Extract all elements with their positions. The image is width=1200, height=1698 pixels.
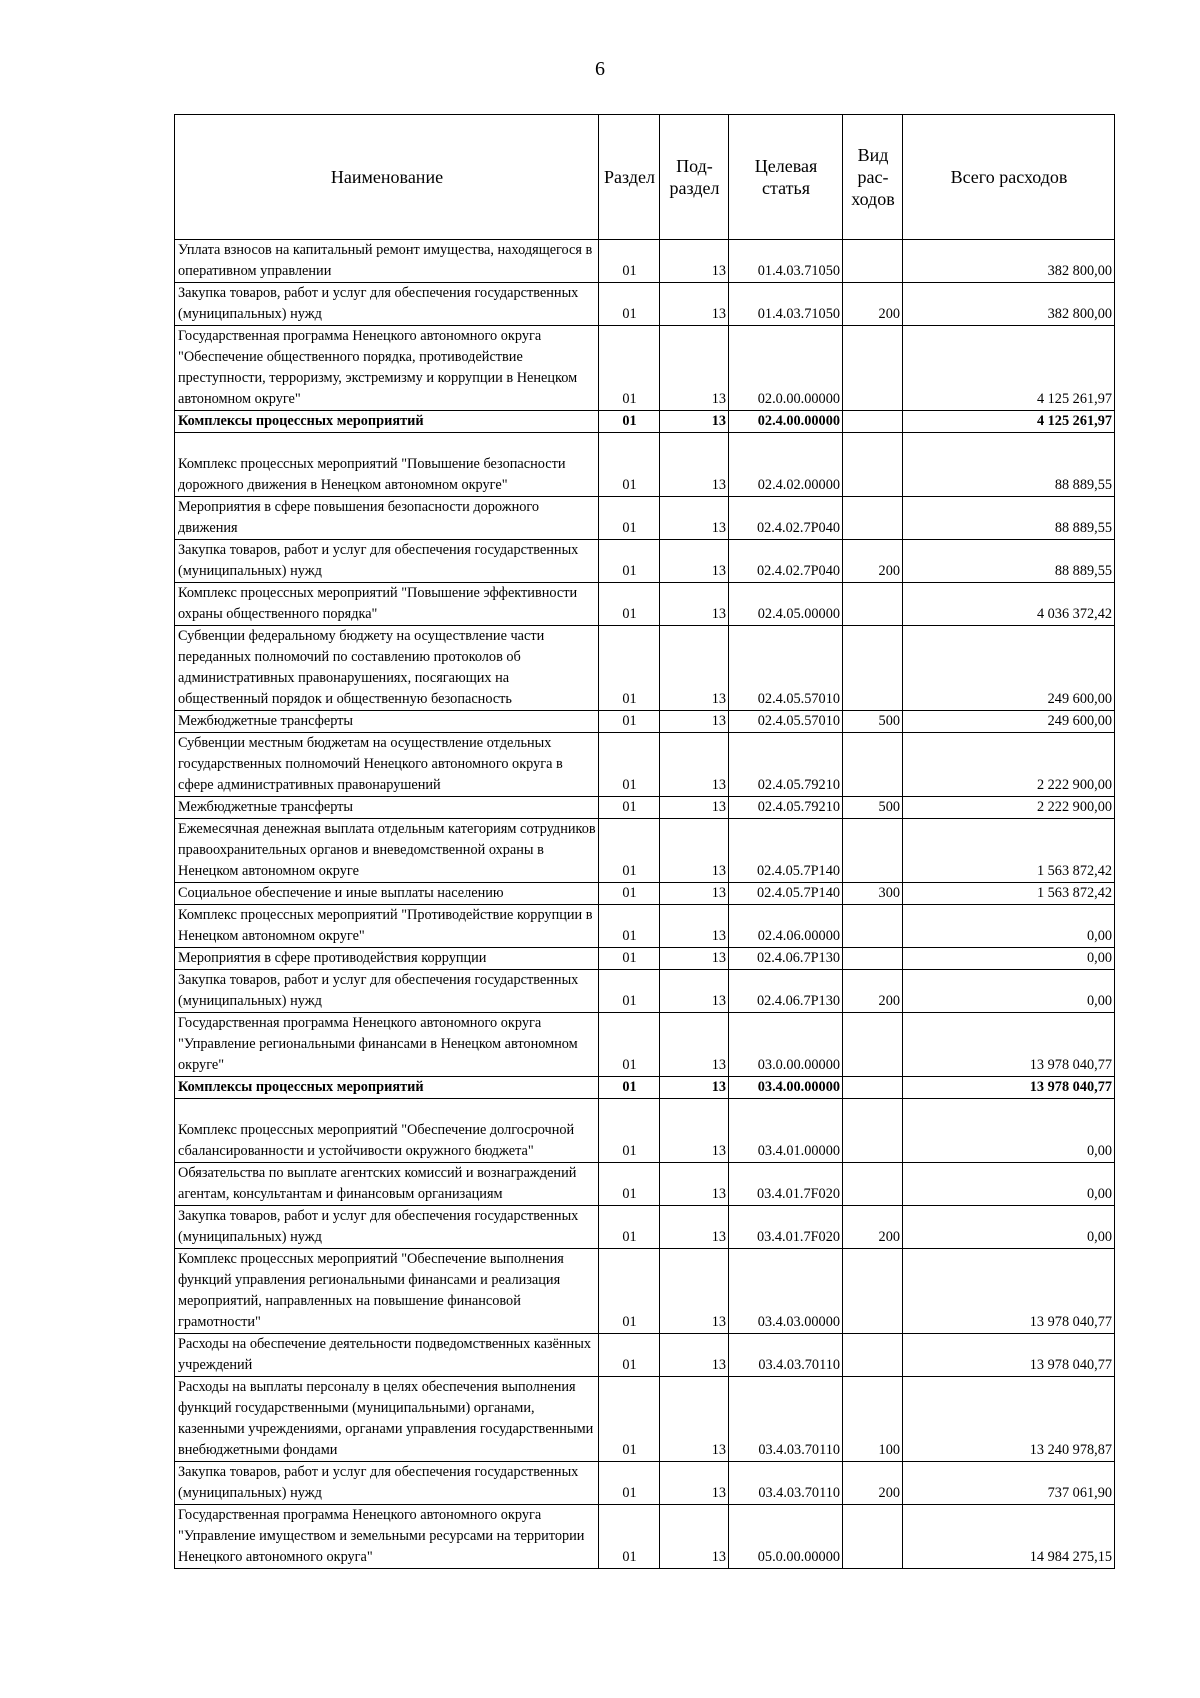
- row-subsection: 13: [660, 1163, 729, 1206]
- row-section: 01: [599, 733, 660, 797]
- row-section: 01: [599, 497, 660, 540]
- row-type: [843, 1249, 903, 1334]
- row-subsection: 13: [660, 1334, 729, 1377]
- row-subsection: 13: [660, 819, 729, 883]
- table-row: [175, 497, 1115, 540]
- table-row: [175, 240, 1115, 283]
- table-row: [175, 1462, 1115, 1505]
- table-row: [175, 1099, 1115, 1163]
- table-row: [175, 711, 1115, 733]
- row-type: 200: [843, 283, 903, 326]
- row-name: Социальное обеспечение и иные выплаты населению: [175, 883, 599, 905]
- row-section: 01: [599, 797, 660, 819]
- row-target: 03.4.03.70110: [729, 1334, 843, 1377]
- row-type: 100: [843, 1377, 903, 1462]
- row-total: 14 984 275,15: [903, 1505, 1115, 1569]
- row-total: 13 978 040,77: [903, 1334, 1115, 1377]
- row-target: 03.0.00.00000: [729, 1013, 843, 1077]
- row-type: [843, 1077, 903, 1099]
- row-type: [843, 497, 903, 540]
- row-type: [843, 1099, 903, 1163]
- row-type: 500: [843, 797, 903, 819]
- row-name: Расходы на обеспечение деятельности подведомственных казённых учреждений: [175, 1334, 599, 1377]
- row-target: 02.0.00.00000: [729, 326, 843, 411]
- row-subsection: 13: [660, 797, 729, 819]
- row-name: Обязательства по выплате агентских комиссий и вознаграждений агентам, консультантам и финансовым организациям: [175, 1163, 599, 1206]
- row-subsection: 13: [660, 1249, 729, 1334]
- row-total: 0,00: [903, 1163, 1115, 1206]
- table-row: [175, 797, 1115, 819]
- row-target: 05.0.00.00000: [729, 1505, 843, 1569]
- row-type: [843, 1013, 903, 1077]
- row-name: Государственная программа Ненецкого автономного округа "Обеспечение общественного порядка, противодействие преступности, терроризму, экстремизму и коррупции в Ненецком автономном округе": [175, 326, 599, 411]
- row-name: Закупка товаров, работ и услуг для обеспечения государственных (муниципальных) нужд: [175, 970, 599, 1013]
- row-name: Комплекс процессных мероприятий "Обеспечение долгосрочной сбалансированности и устойчивости окружного бюджета": [175, 1099, 599, 1163]
- row-section: 01: [599, 240, 660, 283]
- row-target: 02.4.05.57010: [729, 626, 843, 711]
- row-section: 01: [599, 1099, 660, 1163]
- row-subsection: 13: [660, 970, 729, 1013]
- row-total: 0,00: [903, 1099, 1115, 1163]
- row-section: 01: [599, 583, 660, 626]
- row-total: 0,00: [903, 948, 1115, 970]
- header-total: Всего расходов: [903, 115, 1115, 240]
- row-subsection: 13: [660, 711, 729, 733]
- row-target: 03.4.00.00000: [729, 1077, 843, 1099]
- table-body: [175, 240, 1115, 1569]
- table-row: [175, 283, 1115, 326]
- row-total: 1 563 872,42: [903, 883, 1115, 905]
- row-section: 01: [599, 540, 660, 583]
- row-type: 200: [843, 970, 903, 1013]
- row-name: Государственная программа Ненецкого автономного округа "Управление региональными финансами в Ненецком автономном округе": [175, 1013, 599, 1077]
- row-target: 03.4.01.7F020: [729, 1163, 843, 1206]
- table-row: [175, 948, 1115, 970]
- row-name: Субвенции федеральному бюджету на осуществление части переданных полномочий по составлению протоколов об административных правонарушениях, посягающих на общественный порядок и общественную безопасность: [175, 626, 599, 711]
- table-row: [175, 411, 1115, 433]
- row-name: Комплекс процессных мероприятий "Противодействие коррупции в Ненецком автономном округе": [175, 905, 599, 948]
- row-total: 382 800,00: [903, 240, 1115, 283]
- row-total: 382 800,00: [903, 283, 1115, 326]
- row-type: [843, 326, 903, 411]
- header-type: Вид рас- ходов: [843, 115, 903, 240]
- row-target: 02.4.05.57010: [729, 711, 843, 733]
- row-target: 03.4.01.7F020: [729, 1206, 843, 1249]
- row-subsection: 13: [660, 497, 729, 540]
- row-name: Ежемесячная денежная выплата отдельным категориям сотрудников правоохранительных органов и вневедомственной охраны в Ненецком автономном округе: [175, 819, 599, 883]
- row-name: Закупка товаров, работ и услуг для обеспечения государственных (муниципальных) нужд: [175, 540, 599, 583]
- row-type: [843, 819, 903, 883]
- row-total: 0,00: [903, 1206, 1115, 1249]
- table-row: [175, 583, 1115, 626]
- row-name: Комплекс процессных мероприятий "Обеспечение выполнения функций управления региональными финансами и реализация мероприятий, направленных на повышение финансовой грамотности": [175, 1249, 599, 1334]
- row-section: 01: [599, 1505, 660, 1569]
- row-target: 03.4.03.70110: [729, 1377, 843, 1462]
- row-type: 500: [843, 711, 903, 733]
- row-target: 01.4.03.71050: [729, 283, 843, 326]
- table-row: [175, 1505, 1115, 1569]
- row-name: Межбюджетные трансферты: [175, 711, 599, 733]
- row-total: 88 889,55: [903, 433, 1115, 497]
- row-total: 13 978 040,77: [903, 1249, 1115, 1334]
- row-section: 01: [599, 970, 660, 1013]
- row-target: 02.4.06.7Р130: [729, 970, 843, 1013]
- row-section: 01: [599, 948, 660, 970]
- header-name: Наименование: [175, 115, 599, 240]
- row-total: 13 240 978,87: [903, 1377, 1115, 1462]
- row-type: [843, 1505, 903, 1569]
- row-section: 01: [599, 433, 660, 497]
- row-name: Государственная программа Ненецкого автономного округа "Управление имуществом и земельными ресурсами на территории Ненецкого автономного округа": [175, 1505, 599, 1569]
- row-target: 02.4.02.7Р040: [729, 497, 843, 540]
- row-subsection: 13: [660, 583, 729, 626]
- table-row: [175, 1334, 1115, 1377]
- row-name: Комплекс процессных мероприятий "Повышение эффективности охраны общественного порядка": [175, 583, 599, 626]
- row-subsection: 13: [660, 883, 729, 905]
- row-section: 01: [599, 1163, 660, 1206]
- row-type: 200: [843, 1206, 903, 1249]
- row-target: 02.4.02.00000: [729, 433, 843, 497]
- row-total: 2 222 900,00: [903, 797, 1115, 819]
- row-section: 01: [599, 1334, 660, 1377]
- row-total: 13 978 040,77: [903, 1077, 1115, 1099]
- row-subsection: 13: [660, 905, 729, 948]
- row-total: 4 036 372,42: [903, 583, 1115, 626]
- row-type: [843, 240, 903, 283]
- header-section: Раздел: [599, 115, 660, 240]
- table-row: [175, 433, 1115, 497]
- row-total: 4 125 261,97: [903, 326, 1115, 411]
- row-total: 2 222 900,00: [903, 733, 1115, 797]
- table-row: [175, 733, 1115, 797]
- row-target: 02.4.00.00000: [729, 411, 843, 433]
- row-name: Комплексы процессных мероприятий: [175, 1077, 599, 1099]
- row-total: 249 600,00: [903, 711, 1115, 733]
- row-name: Расходы на выплаты персоналу в целях обеспечения выполнения функций государственными (муниципальными) органами, казенными учреждениями, органами управления государственными внебюджетными фондами: [175, 1377, 599, 1462]
- row-type: [843, 433, 903, 497]
- row-target: 02.4.06.00000: [729, 905, 843, 948]
- page-number: 6: [595, 58, 605, 80]
- row-section: 01: [599, 1462, 660, 1505]
- row-subsection: 13: [660, 283, 729, 326]
- row-subsection: 13: [660, 1013, 729, 1077]
- row-subsection: 13: [660, 411, 729, 433]
- row-section: 01: [599, 1249, 660, 1334]
- row-section: 01: [599, 326, 660, 411]
- row-total: 1 563 872,42: [903, 819, 1115, 883]
- row-target: 01.4.03.71050: [729, 240, 843, 283]
- table-row: [175, 1206, 1115, 1249]
- row-name: Комплексы процессных мероприятий: [175, 411, 599, 433]
- row-target: 02.4.05.79210: [729, 797, 843, 819]
- row-subsection: 13: [660, 1377, 729, 1462]
- row-type: 200: [843, 540, 903, 583]
- table-row: [175, 326, 1115, 411]
- row-total: 737 061,90: [903, 1462, 1115, 1505]
- table-row: [175, 970, 1115, 1013]
- row-total: 0,00: [903, 970, 1115, 1013]
- row-total: 0,00: [903, 905, 1115, 948]
- row-target: 02.4.05.79210: [729, 733, 843, 797]
- row-name: Комплекс процессных мероприятий "Повышение безопасности дорожного движения в Ненецком автономном округе": [175, 433, 599, 497]
- table-row: [175, 1077, 1115, 1099]
- table-row: [175, 1377, 1115, 1462]
- row-target: 03.4.01.00000: [729, 1099, 843, 1163]
- row-section: 01: [599, 883, 660, 905]
- row-name: Мероприятия в сфере повышения безопасности дорожного движения: [175, 497, 599, 540]
- row-section: 01: [599, 711, 660, 733]
- table-row: [175, 905, 1115, 948]
- row-section: 01: [599, 626, 660, 711]
- table-row: [175, 819, 1115, 883]
- budget-table: [174, 114, 1115, 1569]
- table-row: [175, 540, 1115, 583]
- row-total: 4 125 261,97: [903, 411, 1115, 433]
- row-total: 88 889,55: [903, 497, 1115, 540]
- row-subsection: 13: [660, 433, 729, 497]
- row-subsection: 13: [660, 1505, 729, 1569]
- row-target: 02.4.06.7Р130: [729, 948, 843, 970]
- row-target: 02.4.02.7Р040: [729, 540, 843, 583]
- row-subsection: 13: [660, 1077, 729, 1099]
- row-section: 01: [599, 1377, 660, 1462]
- row-section: 01: [599, 1077, 660, 1099]
- row-subsection: 13: [660, 326, 729, 411]
- table-row: [175, 1249, 1115, 1334]
- row-section: 01: [599, 283, 660, 326]
- row-subsection: 13: [660, 626, 729, 711]
- row-name: Уплата взносов на капитальный ремонт имущества, находящегося в оперативном управлении: [175, 240, 599, 283]
- row-name: Закупка товаров, работ и услуг для обеспечения государственных (муниципальных) нужд: [175, 1206, 599, 1249]
- row-name: Закупка товаров, работ и услуг для обеспечения государственных (муниципальных) нужд: [175, 1462, 599, 1505]
- row-target: 02.4.05.7Р140: [729, 819, 843, 883]
- row-target: 03.4.03.70110: [729, 1462, 843, 1505]
- row-total: 88 889,55: [903, 540, 1115, 583]
- row-type: 200: [843, 1462, 903, 1505]
- row-type: [843, 583, 903, 626]
- header-target: Целевая статья: [729, 115, 843, 240]
- row-type: [843, 733, 903, 797]
- row-name: Мероприятия в сфере противодействия коррупции: [175, 948, 599, 970]
- row-section: 01: [599, 905, 660, 948]
- row-subsection: 13: [660, 948, 729, 970]
- row-target: 03.4.03.00000: [729, 1249, 843, 1334]
- header-subsection: Под- раздел: [660, 115, 729, 240]
- row-type: [843, 905, 903, 948]
- row-type: [843, 411, 903, 433]
- row-type: [843, 1334, 903, 1377]
- row-subsection: 13: [660, 733, 729, 797]
- table-row: [175, 626, 1115, 711]
- row-type: [843, 626, 903, 711]
- table-row: [175, 883, 1115, 905]
- row-type: 300: [843, 883, 903, 905]
- row-name: Межбюджетные трансферты: [175, 797, 599, 819]
- row-subsection: 13: [660, 540, 729, 583]
- table-row: [175, 1013, 1115, 1077]
- row-target: 02.4.05.00000: [729, 583, 843, 626]
- row-section: 01: [599, 1013, 660, 1077]
- row-target: 02.4.05.7Р140: [729, 883, 843, 905]
- row-name: Закупка товаров, работ и услуг для обеспечения государственных (муниципальных) нужд: [175, 283, 599, 326]
- table-header-row: [175, 115, 1115, 240]
- row-type: [843, 948, 903, 970]
- row-total: 249 600,00: [903, 626, 1115, 711]
- row-subsection: 13: [660, 1462, 729, 1505]
- row-section: 01: [599, 411, 660, 433]
- row-section: 01: [599, 1206, 660, 1249]
- table-row: [175, 1163, 1115, 1206]
- row-subsection: 13: [660, 1099, 729, 1163]
- row-type: [843, 1163, 903, 1206]
- row-subsection: 13: [660, 1206, 729, 1249]
- row-section: 01: [599, 819, 660, 883]
- row-subsection: 13: [660, 240, 729, 283]
- row-name: Субвенции местным бюджетам на осуществление отдельных государственных полномочий Ненецкого автономного округа в сфере административных правонарушений: [175, 733, 599, 797]
- row-total: 13 978 040,77: [903, 1013, 1115, 1077]
